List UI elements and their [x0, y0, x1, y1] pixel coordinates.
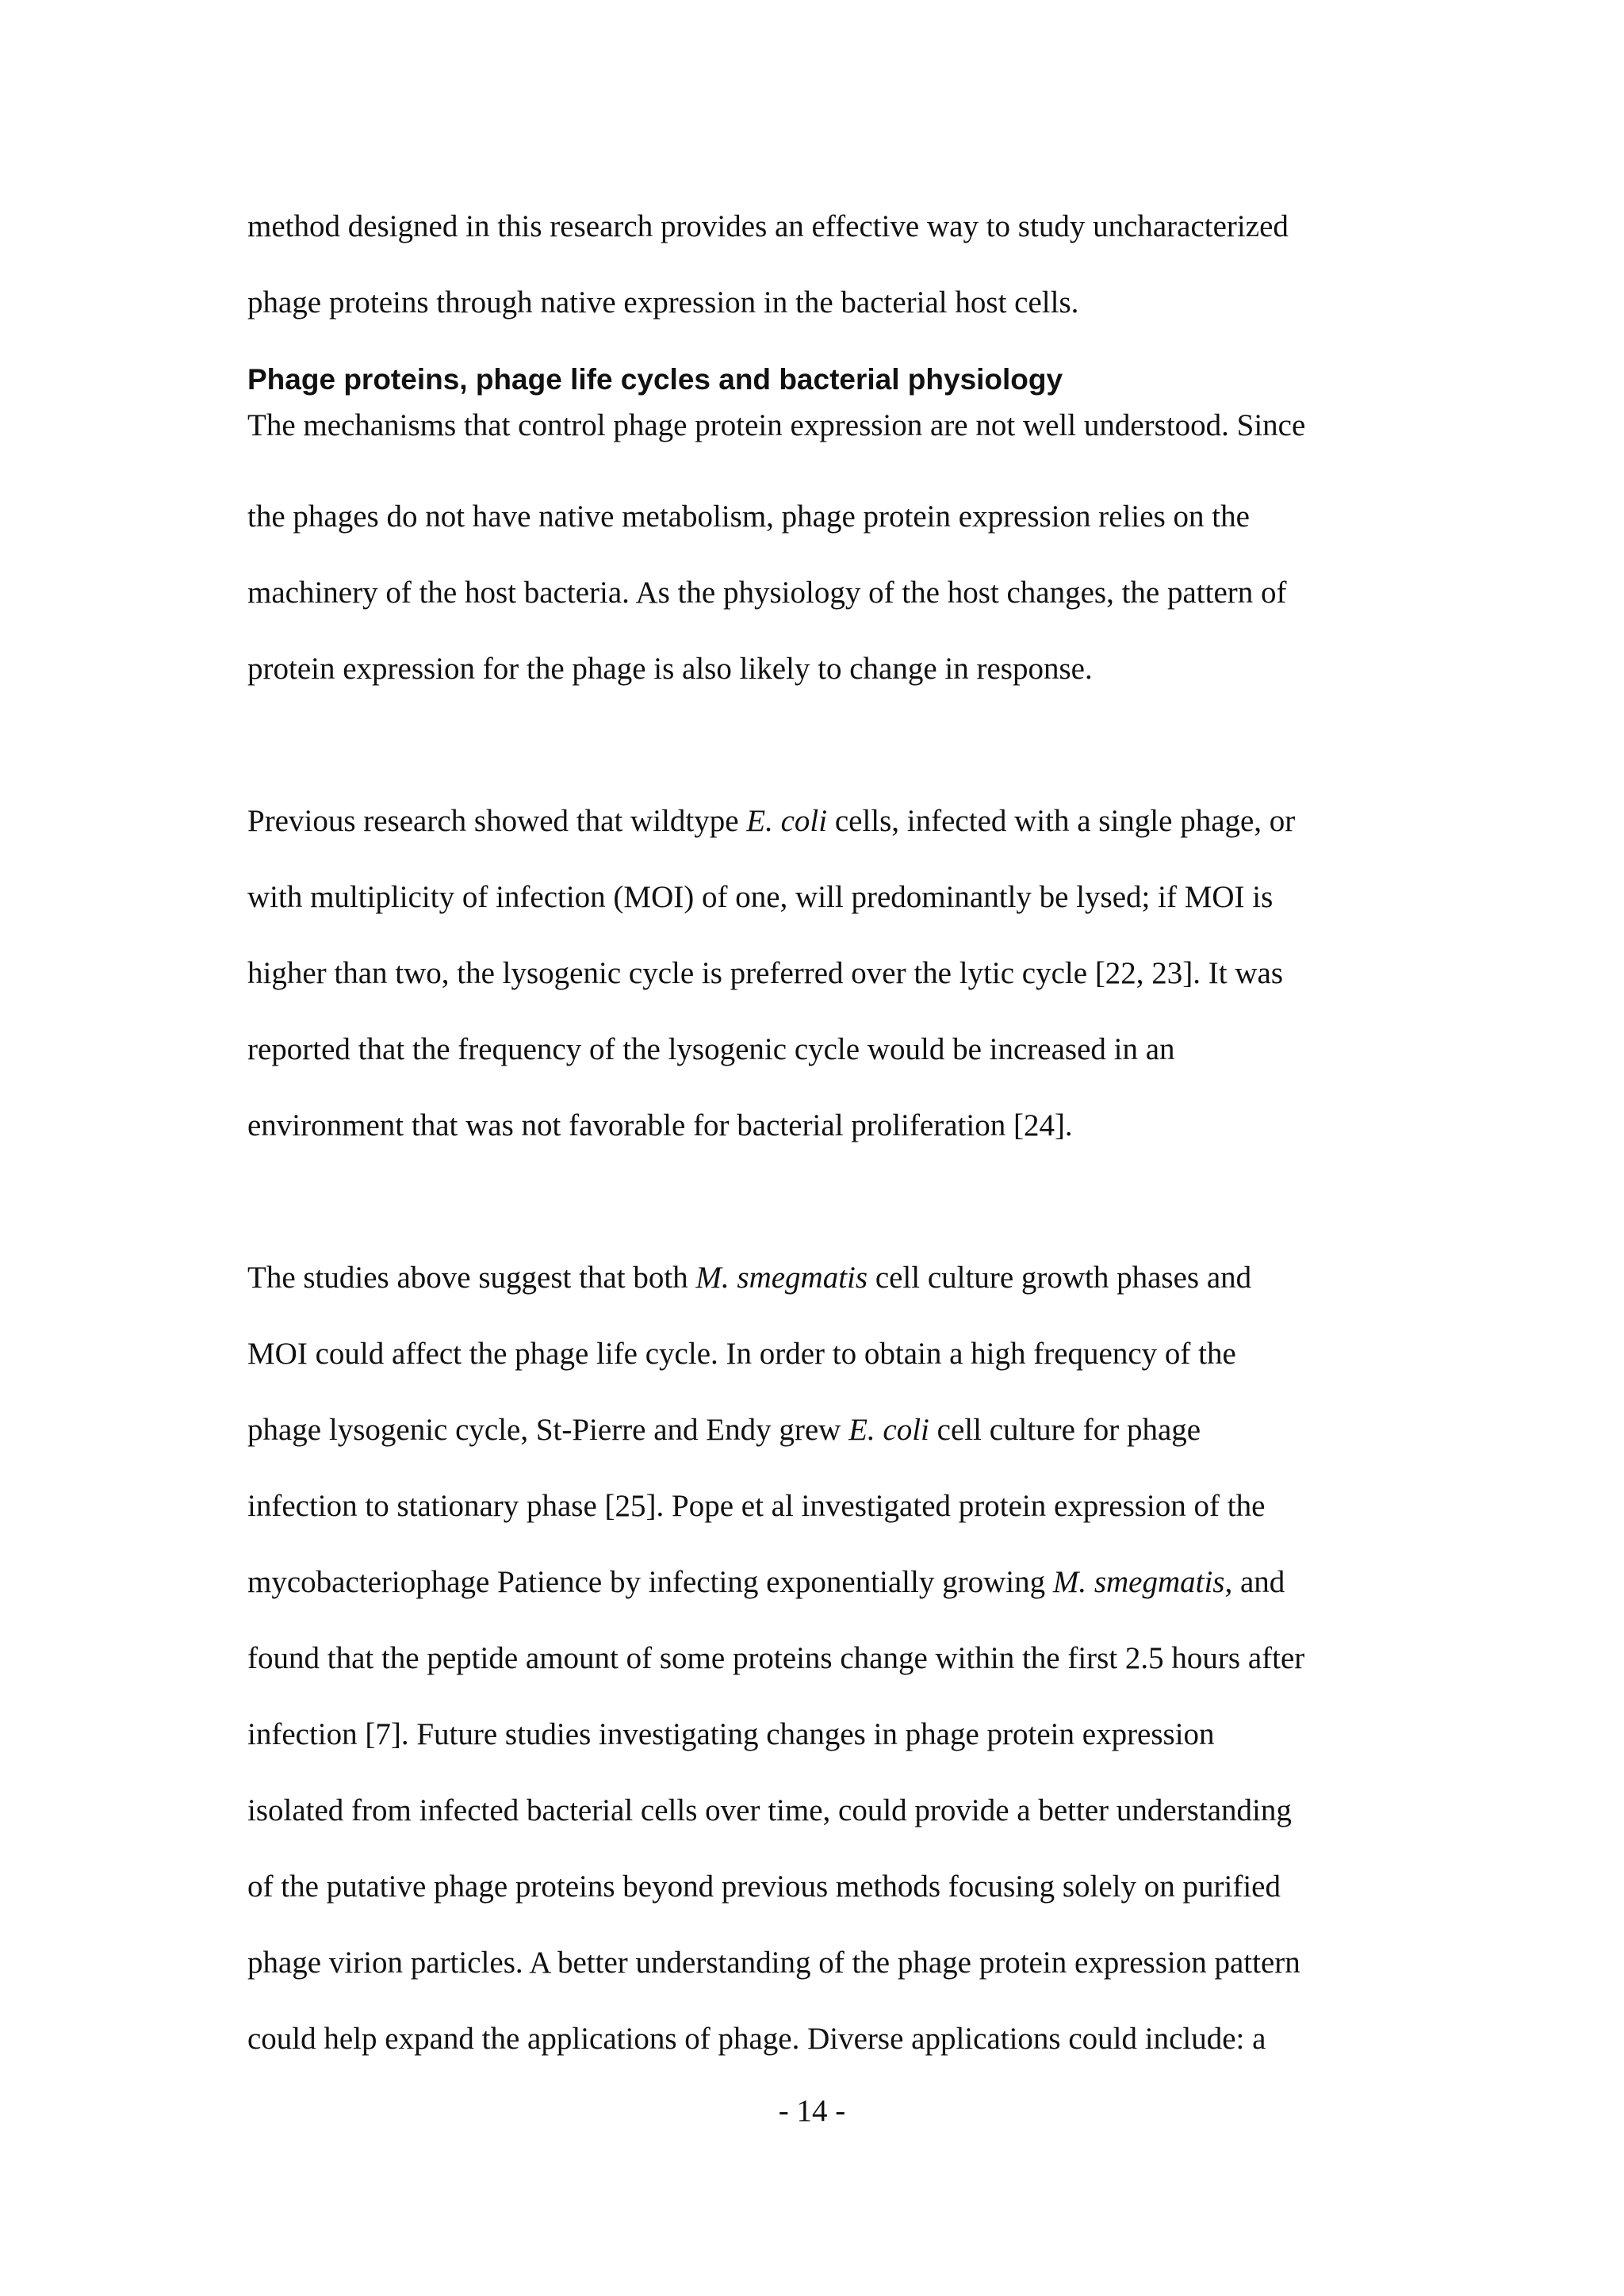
- text-run: Previous research showed that wildtype: [247, 804, 747, 838]
- paragraph-3-line-3: [247, 1392, 1389, 1468]
- page-number: - 14 -: [778, 2094, 846, 2128]
- paragraph-1-line-4: protein expression for the phage is also likely to change in response.: [247, 652, 1093, 686]
- species-name: E. coli: [746, 804, 828, 838]
- text-run: , and: [1224, 1565, 1285, 1599]
- species-name: M. smegmatis: [695, 1261, 868, 1295]
- intro-line-1: method designed in this research provides an effective way to study uncharacterized: [247, 209, 1289, 243]
- paragraph-gap: [247, 1164, 1389, 1240]
- text-run: mycobacteriophage Patience by infecting exponentially growing: [247, 1565, 1053, 1599]
- paragraph-2-line-4: reported that the frequency of the lysogenic cycle would be increased in an: [247, 1032, 1175, 1066]
- paragraph-2-line-5: environment that was not favorable for bacterial proliferation [24].: [247, 1108, 1073, 1142]
- paragraph-1-line-1: The mechanisms that control phage protein expression are not well understood. Since: [247, 408, 1306, 442]
- text-run: cells, infected with a single phage, or: [827, 804, 1296, 838]
- document-body: [247, 189, 1389, 2077]
- species-name: M. smegmatis: [1052, 1565, 1225, 1599]
- paragraph-3-line-5: [247, 1544, 1389, 1621]
- paragraph-3-line-2: MOI could affect the phage life cycle. In order to obtain a high frequency of the: [247, 1337, 1236, 1371]
- intro-line-2: phage proteins through native expression in the bacterial host cells.: [247, 285, 1079, 320]
- paragraph-3-line-1: [247, 1240, 1389, 1316]
- paragraph-3-line-7: infection [7]. Future studies investigating changes in phage protein expression: [247, 1717, 1215, 1751]
- paragraph-1-line-2: the phages do not have native metabolism, phage protein expression relies on the: [247, 499, 1250, 534]
- text-run: The studies above suggest that both: [247, 1261, 696, 1295]
- paragraph-2-line-1: [247, 783, 1389, 859]
- section-heading: Phage proteins, phage life cycles and bacterial physiology: [247, 363, 1063, 396]
- paragraph-3-line-9: of the putative phage proteins beyond previous methods focusing solely on purified: [247, 1869, 1281, 1904]
- text-run: cell culture for phage: [929, 1413, 1201, 1447]
- paragraph-2-line-2: with multiplicity of infection (MOI) of one, will predominantly be lysed; if MOI is: [247, 880, 1274, 914]
- paragraph-gap: [247, 707, 1389, 783]
- paragraph-2-line-3: higher than two, the lysogenic cycle is preferred over the lytic cycle [22, 23]. It was: [247, 956, 1284, 990]
- paragraph-3-line-4: infection to stationary phase [25]. Pope et al investigated protein expression of the: [247, 1489, 1266, 1523]
- species-name: E. coli: [848, 1413, 929, 1447]
- text-run: cell culture growth phases and: [868, 1261, 1252, 1295]
- paragraph-1-line-3: machinery of the host bacteria. As the physiology of the host changes, the pattern of: [247, 576, 1287, 610]
- paragraph-3-line-10: phage virion particles. A better understanding of the phage protein expression pattern: [247, 1946, 1300, 1980]
- text-run: phage lysogenic cycle, St-Pierre and Endy grew: [247, 1413, 849, 1447]
- paragraph-3-line-11: could help expand the applications of phage. Diverse applications could include: a: [247, 2022, 1266, 2056]
- paragraph-3-line-8: isolated from infected bacterial cells over time, could provide a better understanding: [247, 1793, 1292, 1827]
- paragraph-3-line-6: found that the peptide amount of some proteins change within the first 2.5 hours after: [247, 1641, 1305, 1675]
